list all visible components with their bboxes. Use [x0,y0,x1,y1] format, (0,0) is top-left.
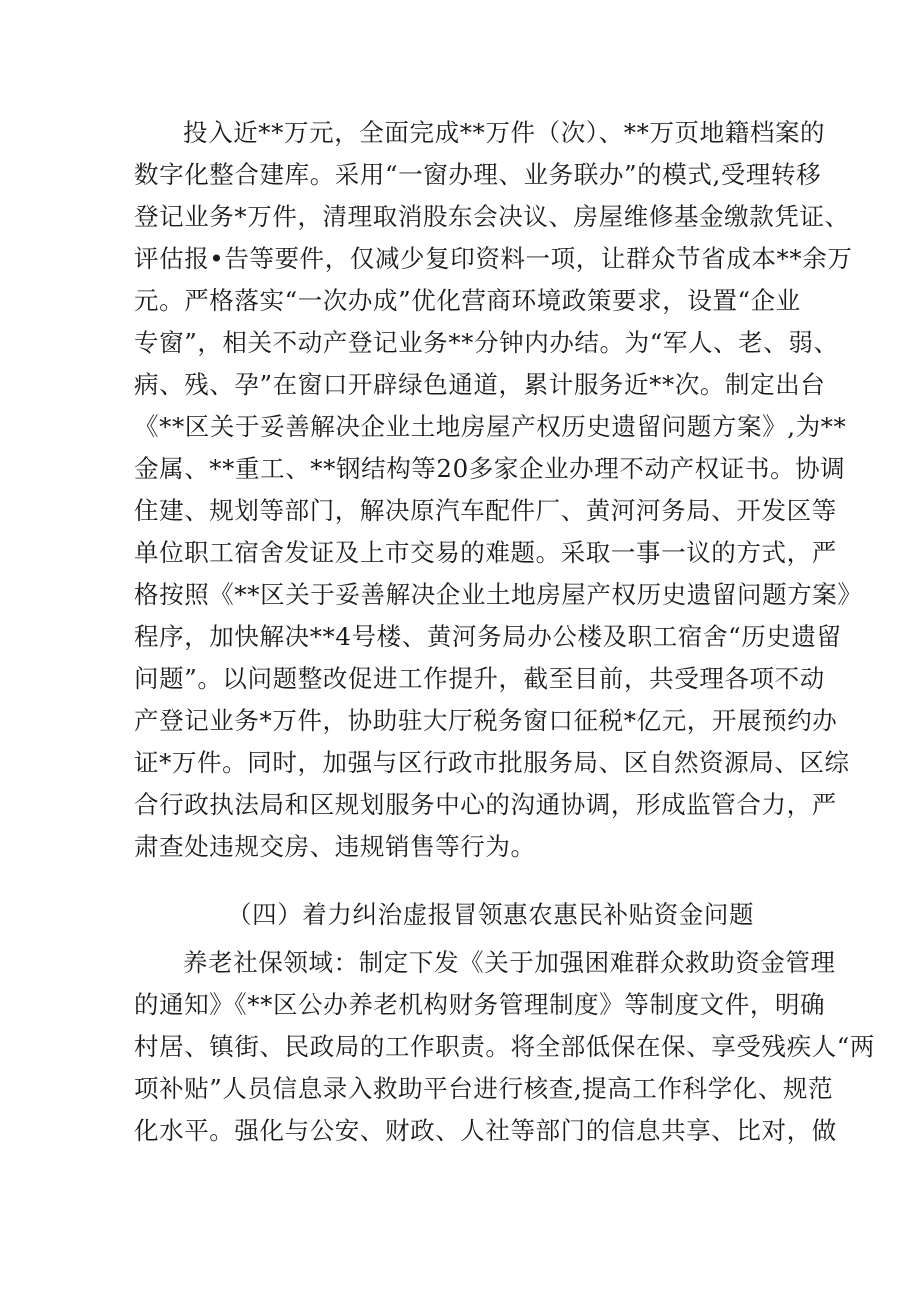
paragraph-line: 化水平。强化与公安、财政、人社等部门的信息共享、比对，做 [134,1116,837,1145]
section-heading: （四）着力纠治虚报冒领惠农惠民补贴资金问题 [227,900,755,929]
section-heading-block [134,894,794,936]
paragraph-line: 病、残、孕”在窗口开辟绿色通道，累计服务近**次。制定出台 [134,370,826,399]
paragraph-line: 住建、规划等部门，解决原汽车配件厂、黄河河务局、开发区等 [134,496,837,525]
paragraph-line: 投入近**万元，全面完成**万件（次）、**万页地籍档案的 [183,118,826,147]
paragraph-pension-social-security [134,942,876,1152]
paragraph-line: 评估报•告等要件，仅减少复印资料一项，让群众节省成本**余万 [134,244,853,273]
paragraph-line: 专窗”，相关不动产登记业务**分钟内办结。为“军人、老、弱、 [134,328,839,357]
paragraph-line: 格按照《**区关于妥善解决企业土地房屋产权历史遗留问题方案》 [134,580,863,609]
paragraph-line: 证*万件。同时，加强与区行政市批服务局、区自然资源局、区综 [134,748,850,777]
paragraph-line: 数字化整合建库。采用“一窗办理、业务联办”的模式,受理转移 [134,160,822,189]
paragraph-line: 合行政执法局和区规划服务中心的沟通协调，形成监管合力，严 [134,790,837,819]
paragraph-line: 《**区关于妥善解决企业土地房屋产权历史遗留问题方案》,为** [134,412,847,441]
paragraph-line: 村居、镇街、民政局的工作职责。将全部低保在保、享受残疾人“两 [134,1032,876,1061]
paragraph-line: 问题”。以问题整改促进工作提升，截至目前，共受理各项不动 [134,664,825,693]
paragraph-line: 单位职工宿舍发证及上市交易的难题。采取一事一议的方式，严 [134,538,837,567]
paragraph-line: 金属、**重工、**钢结构等20多家企业办理不动产权证书。协调 [134,454,846,483]
paragraph-line: 产登记业务*万件，协助驻大厅税务窗口征税*亿元，开展预约办 [134,706,838,735]
paragraph-line: 项补贴”人员信息录入救助平台进行核查,提高工作科学化、规范 [134,1074,834,1103]
paragraph-line: 肃查处违规交房、违规销售等行为。 [134,832,536,861]
paragraph-land-registration [134,112,863,868]
paragraph-line: 程序，加快解决**4号楼、黄河务局办公楼及职工宿舍“历史遗留 [134,622,842,651]
paragraph-line: 登记业务*万件，清理取消股东会决议、房屋维修基金缴款凭证、 [134,202,850,231]
paragraph-line: 元。严格落实“一次办成”优化营商环境政策要求，设置“企业 [134,286,801,315]
paragraph-line: 的通知》《**区公办养老机构财务管理制度》等制度文件，明确 [134,990,826,1019]
paragraph-line: 养老社保领域：制定下发《关于加强困难群众救助资金管理 [183,948,836,977]
